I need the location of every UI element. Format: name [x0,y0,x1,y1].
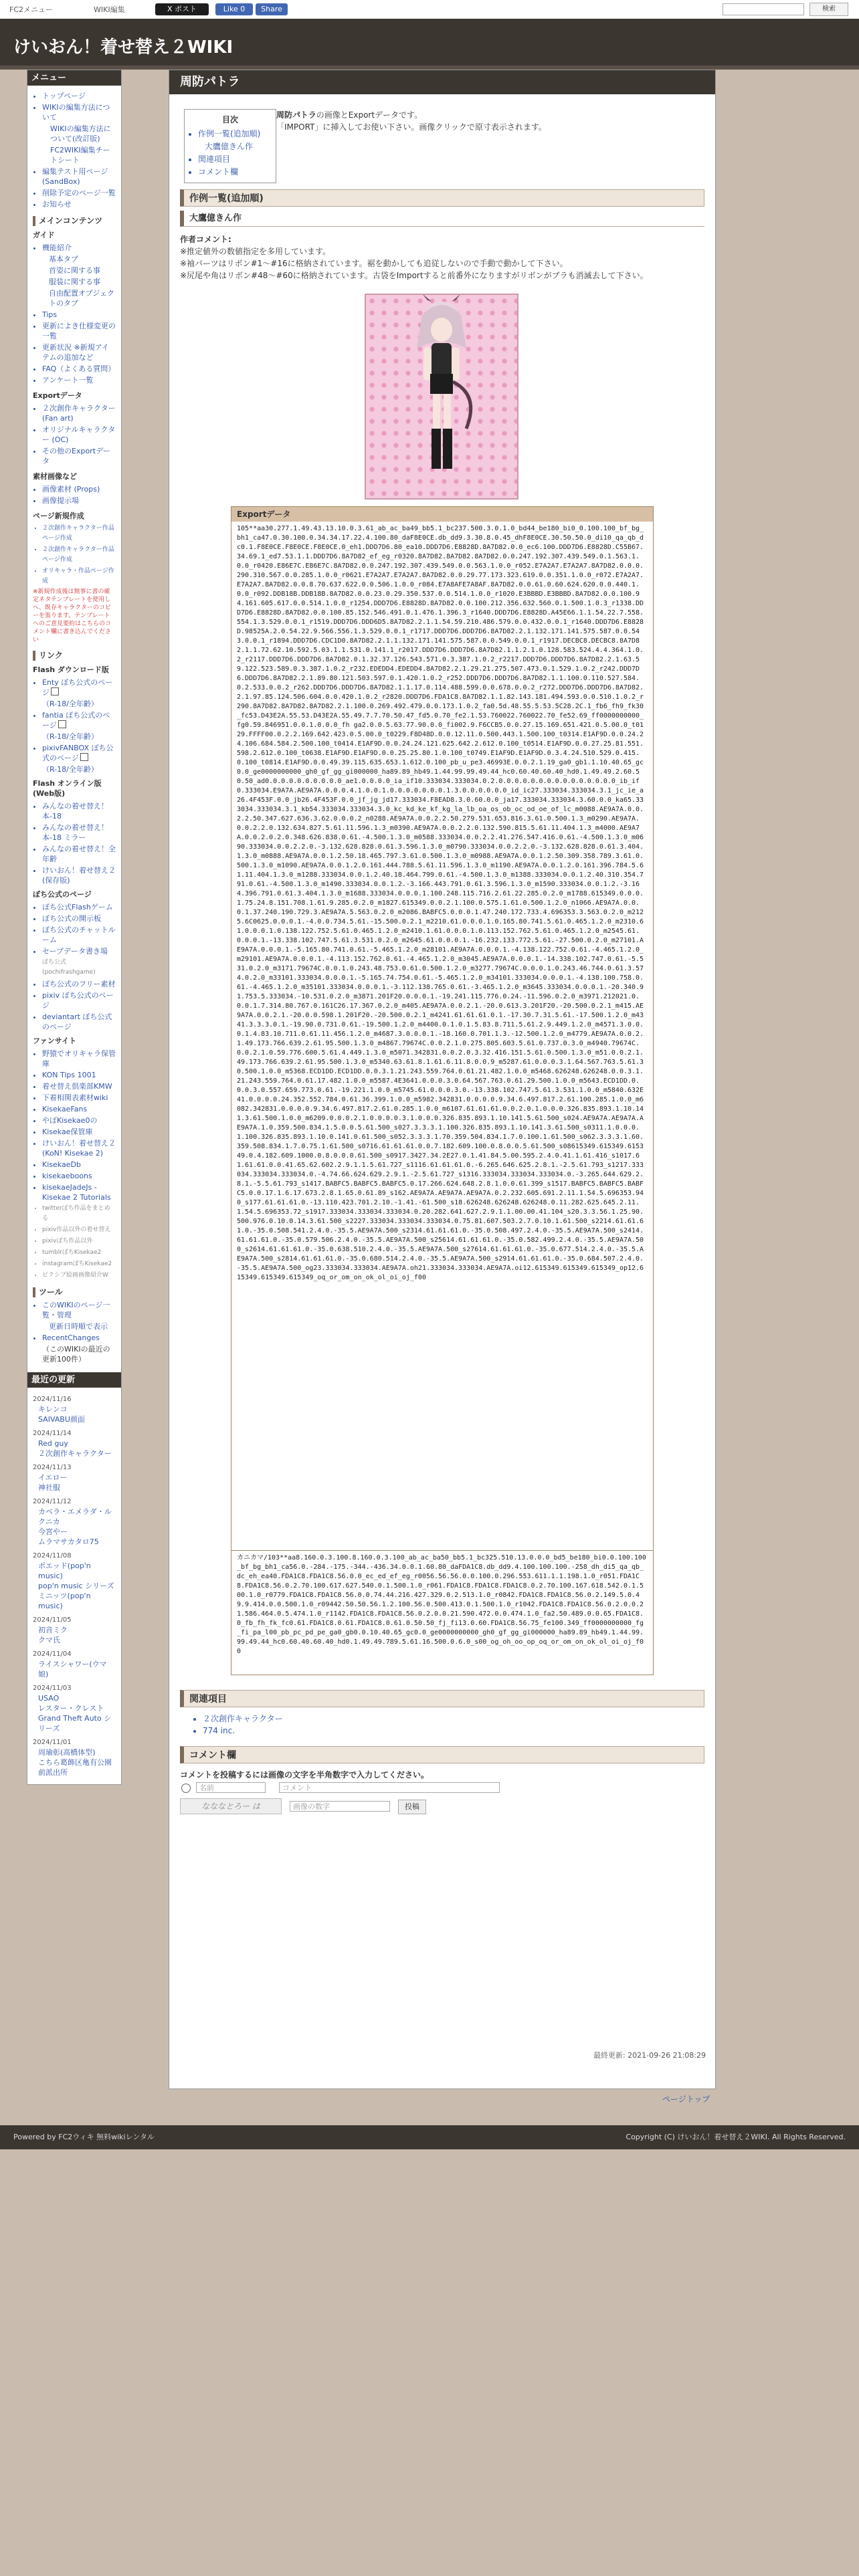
site-header [0,19,859,70]
recent-item[interactable]: ムラマサカタロ75 [38,1537,99,1546]
sidebar-fansite-item[interactable]: • 野猿でオリキャラ保管庫 [42,1049,116,1069]
table-of-contents [184,109,276,183]
sidebar-item-fanart[interactable]: • ２次創作キャラクター (Fan art) [42,403,116,423]
recent-item[interactable]: 初音ミク [38,1626,68,1634]
recent-item[interactable]: Grand Theft Auto シリーズ [38,1714,112,1733]
sidebar-flash-online-title: Flash オンライン版(Web版) [33,779,102,798]
sidebar-item-tips[interactable]: • Tips [42,310,116,320]
sidebar-item-pochi-chat[interactable]: • ぼち公式のチャットルーム [42,925,116,945]
author-heading: 大鷹億きん作 [180,211,704,227]
sidebar-item-pochi-deviantart[interactable]: • deviantart ぼち公式のページ [42,1012,116,1032]
external-link-icon [51,687,59,695]
external-link-icon [80,753,88,761]
note-line: ※推定値外の数値指定を多用しています。 [180,247,331,256]
recent-item[interactable]: ライスシャワー(ウマ娘) [38,1660,107,1679]
sidebar-item-recent-note: （このWIKIの最近の更新100件） [42,1345,110,1364]
sidebar-fansite-item[interactable]: • pixivぼち作品以外 [42,1237,116,1247]
sidebar-flash-dl-title: Flash ダウンロード版 [33,665,109,674]
toc-title: 目次 [221,115,238,124]
sidebar-item-top[interactable]: • トップページ [42,91,116,101]
section-examples-heading: 作例一覧(追加順) [180,189,704,207]
sidebar-item-enty-note: （R-18/全年齢） [42,700,98,708]
sidebar-item-fanbox[interactable]: • pixivFANBOX ぼち公式のページ [42,743,116,763]
sidebar-fansite-item[interactable]: • 着せ替え倶楽部KMW [42,1081,116,1091]
related-heading: 関連項目 [180,1690,704,1707]
note-line: ※尻尾や角はリボン#48〜#60に格納されています。古袋をImportすると前番外になりますがリボンがブラも消滅去して下さい。 [180,271,648,280]
note-line: ※袖パーツはリボン#1〜#16に格納されています。裾を動かしても追従しないので手動で動かして下さい。 [180,259,568,268]
comment-instructions: コメントを投稿するには画像の文字を半角数字で入力してください。 [180,1770,430,1780]
recent-item[interactable]: SAIVABU颜面 [38,1415,85,1424]
sidebar-item-clothing[interactable]: 服装に関する事 [49,278,100,286]
sidebar-item-pochi-free[interactable]: • ぼち公式のフリー素材 [42,979,116,989]
sidebar-fansite-item[interactable]: • KON Tips 1001 [42,1070,116,1080]
sidebar-guide-title: ガイド [33,231,55,239]
facebook-like-button[interactable]: Like 0 [215,3,253,15]
sidebar-fansite-item[interactable]: • やぼKisekae0の [42,1115,116,1125]
page-top-link[interactable]: ページトップ [662,2095,710,2104]
recent-date: 2024/11/13 [33,1464,72,1471]
character-image[interactable] [365,294,518,500]
sidebar-item-page-list[interactable]: • このWIKIのページ一覧・管理 [42,1300,116,1320]
comment-radio[interactable] [181,1784,191,1793]
utility-bar [0,0,859,19]
page-title: 周防パトラ [169,70,715,94]
x-post-button[interactable]: X ポスト [155,3,209,15]
recent-item[interactable]: 今宮やー [38,1527,68,1536]
sidebar-new-page-title: ページ新規作成 [33,512,84,520]
toc-item-examples[interactable]: • 作例一覧(追加順) [198,128,270,139]
page-intro [276,109,547,133]
intro-text: の画像とExportデータです。 [316,110,423,120]
last-updated: 最終更新: 2021-09-26 21:08:29 [593,2051,706,2060]
recent-date: 2024/11/03 [33,1685,72,1692]
wiki-edit-link[interactable]: WIKI編集 [94,5,125,14]
toc-item-comments[interactable]: • コメント欄 [198,166,270,177]
captcha-image: なななとろー は [180,1798,282,1814]
sidebar-item-pochi-flash[interactable]: • ぼち公式Flashゲーム [42,902,116,912]
sidebar-item-fantia-note: （R-18/全年齢） [42,732,98,741]
sidebar-fansite-item[interactable]: • pixiv作品以外の着せ替え [42,1225,116,1235]
recent-date: 2024/11/14 [33,1430,72,1437]
external-link-icon [58,720,66,728]
sidebar-fansite-item[interactable]: • instagramぼちKisekae2 [42,1259,116,1269]
recent-item[interactable]: 周瑜彰(高橋体型) [38,1748,96,1757]
sidebar-item-spec-changes[interactable]: • 更新によき仕様変更の一覧 [42,321,116,341]
related-list [193,1713,283,1737]
sidebar-item-pochi-twitter[interactable]: ぼち公式 (pochifrashgame) [42,959,96,976]
submit-button[interactable]: 投稿 [398,1800,426,1814]
sidebar-item-by-update[interactable]: 更新日時順で表示 [49,1322,108,1331]
sidebar-fansite-title: ファンサイト [33,1037,77,1045]
recent-item[interactable]: 神社服 [38,1483,60,1492]
sidebar-item-fantia[interactable]: • fantia ぼち公式のページ [42,710,116,730]
sidebar-fansite-item[interactable]: • ピクシブ絵画画像紹介W [42,1271,116,1281]
sidebar-item-update-status[interactable]: • 更新状況 ※新規アイテムの追加など [42,342,116,362]
facebook-share-button[interactable]: Share [256,3,288,15]
recent-date: 2024/11/04 [33,1650,72,1658]
captcha-input[interactable]: 画像の数字 [290,1801,390,1812]
sidebar-item-save-data[interactable]: • セーブデータ書き場 [42,946,116,956]
recent-item[interactable]: pop'n music シリーズ [38,1582,114,1590]
sidebar-item-news[interactable]: • お知らせ [42,199,116,209]
site-title[interactable]: けいおん！着せ替え２WIKI [13,37,233,58]
sidebar-item-neck[interactable]: 首姿に関する事 [49,266,100,275]
recent-item[interactable]: ミニッツ(pop'n music) [38,1592,91,1610]
sidebar-item-oc[interactable]: • オリジナルキャラクター (OC) [42,425,116,445]
sidebar-fansite-item[interactable]: • kisekaeJadeJs - Kisekae 2 Tutorials [42,1182,116,1202]
sidebar-item-image-board[interactable]: • 画像提示場 [42,496,116,506]
fc2-menu-link[interactable]: FC2メニュー [9,5,54,14]
footer-powered-by[interactable]: Powered by FC2ウィキ 無料wikiレンタル [13,2133,155,2141]
sidebar-item-kon-archive[interactable]: • けいおん！着せ替え２(保存版) [42,865,116,885]
recent-date: 2024/11/12 [33,1498,72,1505]
recent-date: 2024/11/05 [33,1616,72,1624]
sidebar-pochi-title: ぼち公式のページ [33,890,92,899]
sidebar-item-cheatsheet[interactable]: FC2WIKI編集チートシート [50,146,110,165]
export-data-box [231,506,654,1675]
recent-item[interactable]: イエロー [38,1473,68,1482]
sidebar-export-title: Exportデータ [33,391,82,400]
site-search-button[interactable]: 検索 [809,3,848,16]
recent-item[interactable]: ２次創作キャラクター [38,1449,112,1458]
intro-character-name: 周防パトラ [276,110,316,120]
export-data-title: Exportデータ [231,507,653,522]
sidebar-fansite-item[interactable]: • けいおん！着せ替え２ (KoN! Kisekae 2) [42,1138,116,1158]
sidebar-menu-title: メニュー [27,70,121,86]
sidebar-item-howto-revised[interactable]: WIKIの編集方法について(改訂版) [50,124,111,143]
export-data-text-2[interactable]: カニカマ/103**aa8.160.0.3.100.8.160.0.3.100_ab_ac_ba50_bb5.1_bc325.510.13.0.0.0_bd5_be180_bi0.0.100.100_bf_bg_bh1_ca56.0.-284.-175.-344.-436.34.0.0.1.60.80_daFDA1C8.db_dd9.4.100.100.100.-258_dh_di5_qa_qb_dc_eh_ea40.FDA1C8.FDA1C8.56.0.0_ec_ed_ef_eg_r0056.56.56.0.0.100.0.296.553.611.1.1.198.1.0_r051.FDA1C8.FDA1C8.56.0.2.70.100.617.627.540.0.1.500.1.0_r061.FDA1C8.FDA1C8.FDA1C8.0.2.70.100.167.618.542.0.1.500.1.0_r0779.FDA1C8.FDA1C8.56.0.0.74.44.216.427.329.0.2.513.1.0_r0842.FDA1C8.FDA1C8.56.0.2.149.5.0.49.9.414.0.0.500.1.0_r09442.50.50.56.1.2.100.56.0.500.413.0.1.500.1.0_r1042.FDA1C8.FDA1C8.56.0.2.0.0.21.586.464.0.5.474.1.0_r1142.FDA1C8.FDA1C8.56.0.2.0.0.21.590.472.0.0.474.1.0_fa2.50.489.0.0.65.FDA1C8.0_fb_fh_fk_fc0.61.FDA1C8.0.61.FDA1C8.0.61.0.50.50_fj_fi13.0.60.FDA1C8.56.75_fe100.349_ff0000000000_fg_fi_pa_l00_pb_pc_pd_pe_ga0_gb0.0.10.40.65_gc0.0_ge0000000000_gh0_gf_gg_gi000000_ha89.89_hb49.1.44.99.99.49.44_hc0.60.40.60.40_hd0.1.49.49.789.5.61.16.500.0.6.0_s00_og_oh_oo_op_oq_or_om_on_ok_ol_oi_oj_f00 [231,1550,653,1670]
toc-item-author[interactable]: 大鷹億きん作 [205,142,254,151]
sidebar-fansite-item[interactable]: • Kisekae保管庫 [42,1127,116,1137]
sidebar-item-new-fanart[interactable]: • ２次創作キャラクター作品ページ作成 [42,524,116,544]
sidebar-item-recent-changes[interactable]: • RecentChanges [42,1333,116,1343]
recent-item[interactable]: キレンコ [38,1405,68,1414]
site-search-input[interactable] [723,3,804,15]
recent-item[interactable]: レスター・クレスト [38,1704,104,1713]
related-item[interactable]: • ２次創作キャラクター [203,1713,283,1725]
author-comment-label: 作者コメント: [180,235,231,244]
site-footer [0,2125,859,2149]
recent-item[interactable]: クマ氏 [38,1636,60,1644]
author-notes [180,233,648,282]
sidebar-link-title: リンク [33,651,116,661]
name-input[interactable]: 名前 [196,1782,266,1793]
recent-item[interactable]: こちら葛飾区亀有公園前派出所 [38,1758,112,1777]
sidebar-tool-title: ツール [33,1287,116,1297]
recent-item[interactable]: ポエッド(pop'n music) [38,1562,91,1580]
comment-input[interactable]: コメント [279,1782,500,1793]
sidebar-item-minna-r18[interactable]: • みんなの着せ替え！本-18 [42,801,116,821]
sidebar-contents-title: メインコンテンツ [33,216,116,226]
intro-instruction: 「IMPORT」に挿入してお使い下さい。画像クリックで原寸表示されます。 [276,122,547,132]
toc-item-related[interactable]: • 関連項目 [198,153,270,165]
sidebar-item-delete-list[interactable]: • 削除予定のページ一覧 [42,188,116,198]
sidebar-item-new-fanart-2[interactable]: • ２次創作キャラクター作品ページ作成 [42,545,116,565]
character-figure-icon [366,295,517,498]
recent-item[interactable]: Red guy [38,1439,68,1448]
sidebar-item-free-objects[interactable]: 自由配置オブジェクトのタブ [49,289,115,308]
sidebar-item-enty[interactable]: • Enty ぼち公式のページ [42,677,116,697]
related-item[interactable]: • 774 inc. [203,1725,283,1737]
recent-date: 2024/11/08 [33,1552,72,1560]
sidebar-item-survey[interactable]: • アンケート一覧 [42,375,116,385]
sidebar-item-pochi-board[interactable]: • ぼち公式の開示板 [42,914,116,924]
sidebar-item-sandbox[interactable]: • 編集テスト用ページ(SandBox) [42,167,116,187]
sidebar-fansite-item[interactable]: • tumblrぼちKisekae2 [42,1248,116,1258]
sidebar-new-page-note: ※新規作成後は無事に書の確定ネタテンプレートを使用しへ、既存キャラクターのコピーを張ります。テンプレートへのご意見要約はこちらのコメント欄に書き込んでください [33,588,112,643]
footer-copyright: Copyright (C) けいおん！着せ替え２WIKI. All Rights Reserved. [626,2133,846,2141]
sidebar-item-minna-all[interactable]: • みんなの着せ替え！全年齢 [42,844,116,864]
sidebar-material-title: 素材画像など [33,472,77,481]
sidebar-fansite-item[interactable]: • 下着相関表素材wiki [42,1093,116,1103]
recent-date: 2024/11/16 [33,1396,72,1403]
sidebar-fansite-item[interactable]: • KisekaeDb [42,1160,116,1170]
main-content [169,70,716,2089]
recent-date: 2024/11/01 [33,1739,72,1746]
sidebar-item-pochi-pixiv[interactable]: • pixiv ぼち公式のページ [42,990,116,1010]
sidebar-item-faq[interactable]: • FAQ（よくある質問） [42,364,116,374]
sidebar-fansite-item[interactable]: • KisekaeFans [42,1104,116,1114]
sidebar [27,70,122,1785]
sidebar-item-basic-tab[interactable]: 基本タブ [49,255,78,263]
comment-heading: コメント欄 [180,1746,704,1763]
sidebar-fansite-item[interactable]: • kisekaeboons [42,1171,116,1181]
recent-item[interactable]: USAO [38,1694,60,1703]
export-data-text[interactable]: 105**aa30.277.1.49.43.13.10.0.3.61_ab_ac_ba49_bb5.1_bc237.500.3.0.1.0_bd44_be180_bi0_0.100.100_bf_bg_bh1_ca47.0.30.100.0.34.34.17.22.4.100.80_daF8E0CE.db_dd9.3.30.8.0.45_dhF8E0CE.30.50.50.0_di10_qa_qb_dc0.1.F8E0CE.F8E0CE.F8E0CE.0_eh1.DDD7D6.80_ea10.DDD7D6.E8828D.8A7D82.0.0_ec6.100.DDD7D6.E8828D.C55B67.34.69.1_ed7.53.1.1.DDD7D6.8A7D82_ef_eg_r0320.8A7D82.8A7D82.8A7D82.0.0.247.192.307.439.549.0.1.563.1.0.0_r0420.E86E7C.E86E7C.8A7D82.0.0.247.192.307.439.549.0.0.563.1.0.0_r052.E7A2A7.E7A2A7.8A7D82.0.0.0.290.310.567.0.0.285.1.0.0_r0621.E7A2A7.E7A2A7.8A7D82.0.0.29.77.173.323.619.0.0.351.1.0.0_r072.E7A2A7.E7A2A7.8A7D82.0.0.8.70.637.622.0.0.506.1.0.0_r084.E7A8AFE7A8AF.8A7D82.0.0.61.0.60.624.620.0.0.440.1.0.0_r092.DDB18B.DDB18B.8A7D82.0.0.23.0.29.350.537.0.0.514.1.0.0_r1020.E3BBBD.E3BBBD.8A7D82.0.0.100.94.161.605.617.0.0.514.1.0.0_r1254.DDD7D6.E8828D.8A7D82.0.0.100.212.356.632.560.0.1.500.1.0.3_r1338.DDD7D6.E8828D.8A7D82.0.0.100.85.152.546.491.0.1.476.1.396.3_r1640.DDD7D6.E8828D.A45E66.1.1.54.22.7.558.554.1.3.529.0.0.1_r1519.DDD7D6.DDD6D5.8A7D82.2.1.1.54.59.210.486.579.0.0.432.0.0.1_r1640.DDD7D6.E8828D.98525A.2.0.54.22.9.566.556.1.3.529.0.0.1_r1717.DDD7D6.DDD7D6.8A7D82.2.1.132.171.141.575.587.0.0.543.0.0.1_r1894.DDD7D6.CDC1D0.8A7D82.2.1.1.132.171.141.575.587.0.0.549.0.0.1_r1917.DECBC8.DECBC8.8A7D82.1.1.72.62.10.592.5.03.1.1.531.0.141.1_r2017.DDD7D6.DDD7D6.8A7D82.1.1.2.1.0.128.583.524.4.4.364.1.0.2_r2117.DDD7D6.DDD7D6.8A7D82.0.1.32.37.126.543.571.0.3.387.1.0.2_r2217.DDD7D6.DDD7D6.8A7D82.2.1.63.59.122.523.589.0.3.387.1.0.2_r232.EDEDD4.EDEDD4.8A7D82.2.1.29.21.275.507.473.0.1.529.1.0.2_r242.DDD7D6.DDD7D6.8A7D82.2.1.89.80.121.503.597.0.1.420.1.0.2_r252.DDD7D6.DDD7D6.8A7D82.1.1.100.0.110.527.584.0.2.533.0.0.2_r262.DDD7D6.DDD7D6.8A7D82.1.1.17.0.114.488.599.0.0.678.0.0.2_r272.DDD7D6.DDD7D6.8A7D82.2.1.97.85.124.506.604.0.0.420.1.0.2_r2820.DDD7D6.FDA1C8.8A7D82.1.1.82.143.181.494.593.0.0.510.1.0.2_r290.8A7D82.8A7D82.8A7D82.2.1.100.0.269.492.479.0.0.173.1.0.2_fa0.5d.48.55.5.53.5C28.2C.1_fb6_fh9_fk30_fc53.D43E2A.55.53.D43E2A.55.49.7.7.70.50.47_fd5.0.70_fe2.1.53.760022.760022.70_fe52.69_ff0000000000_fg0.59.846951.0.0.1.0.0.0_fh ga2.0.0.5.63.77.90.0.0_fi002.9.F6CCB5.0.0.27.15.169.651.421.0.5.00.0_t0129.FFFF00.0.2.2.169.642.423.0.5.00.0_t0229.F8D48D.0.0.12.11.0.500.443.1.500.100_t0314.E1AF9D.0.0.24.24.106.684.584.2.500.100_t0414.E1AF9D.0.0.24.24.121.625.642.2.612.0.100_t0514.E1AF9D.0.0.27.25.81.551.598.2.612.0.100_t0638.E1AF9D.E1AF9D.0.0.25.25.80.1.0.100_t0749.E1AF9D.E1AF9D.0.3.4.24.510.529.0.415.0.100_t0814.E1AF9D.0.0.49.39.115.635.653.1.612.0.100_pb_u_pe3.46993E.0.0.2.1.19_ga0_gb1.1.10.40.65_gc0.0_ge0000000000_gh0_gf_gg_gi000000_ha89.89_hb49.1.44.99.99.49.44_hc0.60.40.60.40_hd0.1.49.49.2.60.50.50_ad0.0.0.0.0.0.0.0.0.0_ae1.0.0.0.0_ia_if10.333034.333034.0.2.0.0.0.0.0.0.0.0.0.0.0.0.0.0.0_ib_if0.333034.E9A7A.AE9A7A.0.0.0.4.1.0.0.1.0.0.0.0.0.0.0.1.3.0.0.0.0.0.0_id_ic27.333034.333034.3.1_jc_ie_a26.4F453F.0.0_jb26.4F453F.0.0_jf_jg_jd17.333034.F8EAD8.3.0.60.0.0_ja17.333034.333034.3.60.0.0_ka65.333034.333034.3.1_kb54.333034.333034.3.0_kc_kd_ke_kf_kg_la_lb_oa_os_ob_oc_od_oe_of_lc_m0088.AE9A7A.0.0.2.2.50.347.627.636.3.62.0.0.0.2_n0288.AE9A7A.0.0.2.2.50.279.531.653.816.3.61.0.500.1.3_m0290.AE9A7A.0.0.2.2.0.132.634.827.5.61.11.596.1.3_m0390.AE9A7A.0.0.2.2.0.132.590.815.5.61.11.404.1.3_m4000.AE9A7A.0.0.2.0.2.0.348.626.838.0.61.-4.500.1.3.0_m0588.333034.0.0.2.2.41.276.547.416.0.61.-4.500.1.3.0_m0690.333034.0.0.2.2.0.-3.132.628.828.0.61.3.596.1.3.0_m0790.333034.0.0.2.2.0.-3.132.628.828.0.61.3.404.1.3.0_m0888.AE9A7A.0.0.1.2.50.18.465.797.3.61.0.500.1.3.0_m0988.AE9A7A.0.0.1.2.50.309.358.789.3.61.0.500.1.3.0_m1090.AE9A7A.0.0.1.2.0.161.444.788.5.61.11.596.1.3.0_m1190.AE9A7A.0.0.1.2.0.161.396.784.5.61.11.404.1.3.0_m1288.333034.0.0.1.2.40.18.464.799.0.61.-4.500.1.3.0_m1388.333034.0.0.1.2.40.310.354.791.0.61.-4.500.1.3.0_m1490.333034.0.0.1.2.-3.166.443.791.0.61.3.596.1.3.0_m1590.333034.0.0.1.2.-3.164.396.791.0.61.3.404.1.3.0_m1688.333034.0.0.0.1.100.248.115.716.2.61.22.285.0.2.0_m1788.615349.0.0.0.1.75.24.8.151.708.1.61.9.285.0.2.0_m1827.615349.0.0.2.1.100.0.575.1.61.0.500.1.2.0_n1066.AE9A7A.0.0.0.1.37.240.190.729.3.AE9A7A.5.563.0.2.0_m2086.BABFC5.0.0.0.1.47.240.172.733.4.696353.3.563.0.2.0_m2125.6C0625.0.0.0.1.-4.0.0.734.5.61.-15.500.0.2.1_m2210.61.0.0.0.1.0.165.80.741.5.61.0.465.1.2.0_m2310.61.0.0.0.1.0.138.122.752.5.61.0.465.1.2.0_m2410.1.61.0.0.0.1.0.113.152.762.5.61.0.465.1.2.0_m2545.61.0.0.0.1.-13.338.102.747.5.61.3.531.0.2.0_m2645.61.0.0.0.1.-16.232.133.772.5.61.-27.500.0.2.0_m27101.AE9A7A.0.0.0.1.-5.165.80.741.0.61.-5.465.1.2.0_m28101.AE9A7A.0.0.0.1.-4.138.122.752.0.61.-4.465.1.2.0_m29101.AE9A7A.0.0.0.1.-4.113.152.762.0.61.-4.465.1.2.0_m3045.AE9A7A.0.0.0.1.-14.338.102.747.0.61.-5.531.0.2.0_m3171.79674C.0.0.1.0.243.48.753.0.61.0.500.1.2.0_m3277.79674C.0.0.0.1.0.243.46.744.0.61.3.574.0.2.0_m33101.333034.0.0.0.1.-5.165.74.754.0.61.-5.465.1.2.0_m34101.333034.0.0.0.1.-4.138.100.758.0.61.-4.465.1.2.0_m35101.333034.0.0.0.1.-3.112.138.765.0.61.-3.465.1.2.0_m3645.333034.0.0.0.1.-20.340.91.753.5.333034.-10.531.0.2.0_m3871.201F20.0.0.0.1.-19.241.115.776.0.24.-11.596.0.2.0_m3971.212021.0.0.0.1.7.314.80.767.0.161C26.17.367.0.2.0_m405.AE9A7A.0.0.2.1.-20.0.613.3.201F20.-20.500.0.2.1_m415.AE9A7A.0.0.2.1.-20.0.0.598.1.201F20.-20.500.0.2.1_m4241.61.61.61.0.1.-17.30.7.31.5.61.-17.500.1.2.0_m4341.3.3.3.0.1.-19.90.0.731.0.61.-19.500.1.2.0_m4400.0.1.0.1.5.83.8.711.5.61.2.9.449.1.2.0_m4571.3.0.0.0.1.4.83.10.711.0.61.11.456.1.2.0_m4687.3.0.0.0.1.-18.160.0.701.1.3.-12.500.1.2.0_m4779.AE9A7A.0.0.2.1.49.173.766.639.2.61.95.500.1.3.0_m4867.79674C.0.0.2.1.0.275.805.603.5.61.0.737.0.3.0_m4940.79674C.0.0.2.1.0.59.776.600.5.61.4.449.1.3.0_m5071.342831.0.0.2.0.3.32.416.151.5.61.0.500.1.3.0_m51.0.0.2.1.49.173.766.639.2.61.95.500.1.3.0_m5340.63.61.8.1.61.6.11.8.0.0.9_m5287.61.0.0.0.3.1.64.567.763.5.61.30.500.1.0.0_m5368.ECD1DD.ECD1DD.0.0.3.1.21.243.559.764.0.61.21.482.1.0.0_m5468.626248.626248.0.0.3.1.21.243.559.764.0.61.17.482.1.0.0_m5587.4E3641.0.0.0.3.0.64.567.763.0.61.29.500.1.0.0_m5643.ECD1DD.0.0.0.3.0.557.659.773.0.61.-19.221.1.0.0_m5745.61.0.0.0.3.0.-13.338.102.747.5.61.3.531.1.0.0_m5840.632E41.0.0.0.0.24.352.552.784.0.61.36.399.1.0.0_m5982.342831.0.0.0.0.9.34.6.497.817.2.61.100.285.1.0.0_m6082.342831.0.0.0.0.9.34.6.497.817.2.61.0.285.1.0.0_m6107.61.61.61.0.0.2.0.1.0.0.0.326.835.893.1.10.141.3.61.500.1.0.0_m6209.0.0.0.2.1.0.0.0.0.3.1.0.0.0.326.835.893.1.10.141.5.61.500_s024.AE9A7A.AE9A7A.AE9A7A.1.0.359.500.834.1.5.0.0.5.61.500_s027.3.3.3.1.100.326.835.893.1.10.141.3.61.500_s0311.1.0.0.0.1.100.326.835.893.1.10.0.141.0.61.500_s052.3.3.3.1.70.359.504.834.1.7.0.100.1.61.500_s062.3.3.3.1.60.359.508.834.1.7.0.75.1.61.500_s0716.61.61.61.0.0.7.182.609.100.0.8.0.0.5.61.500_s08615349.615349.615349.0.4.182.609.1000.0.8.0.0.0.61.500_s0917.3427.34.2E27.0.1.41.84.5.00.595.2.4.0.41.1.61.416_s1017.61.61.61.0.0.41.65.62.602.2.9.1.1.5.61.727_s1116.61.61.61.0.-6.265.646.625.2.8.1.-2.5.61.793_s1217.333034.333034.333034.0.-4.74.66.624.629.2.9.1.-2.5.61.727_s1316.333034.333034.333034.0.-3.265.644.629.2.8.1.-5.5.61.793_s1417.BABFC5.BABFC5.BABFC5.0.17.266.624.648.2.8.1.0.0.61.399_s1517.BABFC5.BABFC5.BABFC5.0.0.17.1.6.17.673.2.8.1.65.0.61.89_s162.AE9A7A.AE9A7A.AE9A7A.0.2.232.605.691.2.11.1.54.5.696353.940_s177.61.61.61.0.-13.110.423.701.2.10.-1.41.-61.500_s18.626248.626248.626248.0.11.282.625.645.2.11.1.54.5.696353.72_s1917.333034.333034.333034.0.20.282.641.627.2.9.1.1.00.00.41.104_s20.3.3.56.1.25.90.500.976.0.10.0.14.3.61.500_s2227.333034.333034.333034.0.75.81.607.503.2.7.0.10.1.61.500_s2214.61.61.61.0.-35.0.508.541.2.4.0.-35.5.AE9A7A.500_s2314.61.61.61.0.-35.0.508.497.2.4.0.-35.5.AE9A7A.500_s2414.61.61.61.0.-35.0.579.506.2.4.0.-35.5.AE9A7A.500_s25614.61.61.61.0.-35.0.582.499.2.4.0.-35.5.AE9A7A.500_s2614.61.61.61.0.-35.0.638.510.2.4.0.-35.5.AE9A7A.500_s27614.61.61.61.0.-35.0.677.514.2.4.0.-35.5.AE9A7A.500_s2814.61.61.61.0.-35.0.680.514.2.4.0.-35.5.AE9A7A.500_s2914.61.61.61.0.-35.0.684.507.2.4.0.-35.5.AE9A7A.500_og23.333034.333034.AE9A7A.oh21.333034.333034.AE9A7A.oi12.615349.615349.615349_op12.615349.615349.615349_oq_or_om_on_ok_ol_oi_oj_f00 [237,525,644,1281]
sidebar-item-other-export[interactable]: • その他のExportデータ [42,446,116,466]
sidebar-item-howto[interactable]: • WIKIの編集方法について [42,102,116,122]
sidebar-item-fanbox-note: （R-18/全年齢） [42,765,98,774]
sidebar-item-new-oc[interactable]: • オリキャラ・作品ページ作成 [42,566,116,586]
sidebar-fansite-item[interactable]: • twitterぼち作品をまとめる [42,1204,116,1224]
recent-item[interactable]: カベラ・エメラダ・ルクニカ [38,1507,112,1526]
sidebar-item-minna-r18-mirror[interactable]: • みんなの着せ替え！本-18 ミラー [42,823,116,843]
sidebar-recent-title: 最近の更新 [27,1372,121,1388]
sidebar-item-props[interactable]: • 画像素材 (Props) [42,484,116,494]
sidebar-item-features[interactable]: • 機能紹介 [42,243,116,253]
recent-updates [27,1388,121,1784]
